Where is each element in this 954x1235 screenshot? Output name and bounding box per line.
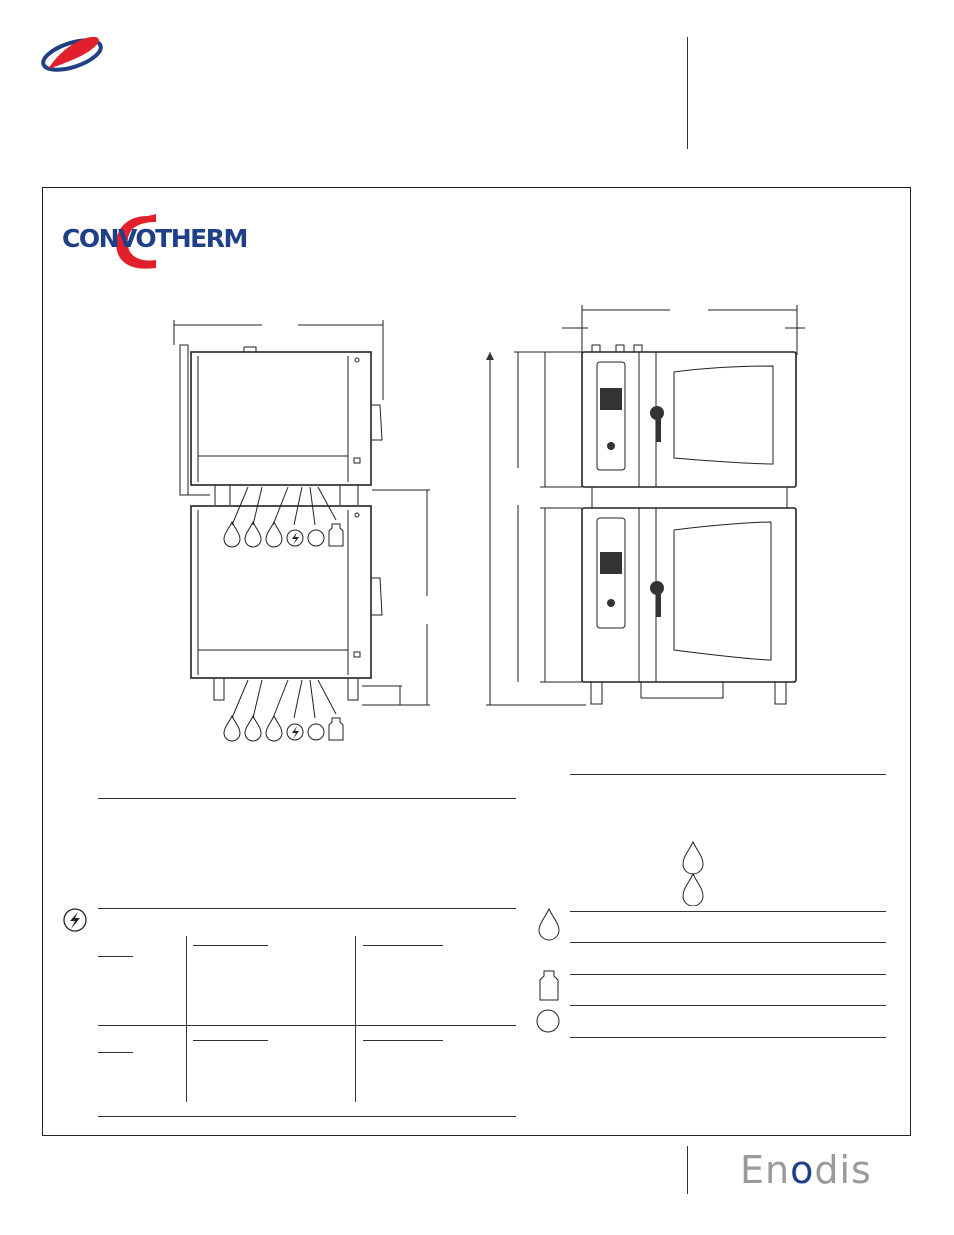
rule-right-5 <box>570 1005 886 1006</box>
water-drop-icon <box>535 906 563 942</box>
water-drop-icon <box>224 522 240 547</box>
rule-left-2 <box>98 908 516 909</box>
cleaner-bottle-icon <box>535 968 563 1004</box>
table-short-rule <box>193 1040 268 1041</box>
water-drop-icon <box>245 522 261 547</box>
table-short-rule <box>363 945 443 946</box>
lower-connection-icons <box>222 714 352 742</box>
circle-icon <box>308 530 324 546</box>
enodis-logo <box>740 1148 872 1192</box>
header-swoosh-logo <box>30 25 140 105</box>
water-drop-icon <box>266 522 282 547</box>
table-short-rule <box>98 956 133 957</box>
table-col-divider-2 <box>355 936 356 1102</box>
water-drop-icon <box>245 716 261 741</box>
spec-sheet-frame <box>42 187 911 1136</box>
rule-right-2 <box>570 911 886 912</box>
water-drop-icon <box>266 716 282 741</box>
rule-right-3 <box>570 942 886 943</box>
rule-right-1 <box>570 774 886 775</box>
table-short-rule <box>193 945 268 946</box>
upper-connection-icons <box>222 520 352 548</box>
cleaner-bottle-icon <box>329 524 343 546</box>
convotherm-logo <box>60 208 260 272</box>
electric-icon <box>61 906 89 934</box>
convotherm-logo-text: CONVOTHERM <box>62 224 247 253</box>
circle-icon <box>535 1008 563 1036</box>
header-divider <box>687 37 688 149</box>
water-drop-icon <box>224 716 240 741</box>
table-mid-rule <box>98 1025 516 1026</box>
rule-left-1 <box>98 798 516 799</box>
double-drop-icon <box>678 840 708 906</box>
enodis-logo-o: o <box>790 1148 815 1192</box>
cleaner-bottle-icon <box>329 718 343 740</box>
enodis-logo-part: dis <box>814 1148 872 1192</box>
table-short-rule <box>98 1052 133 1053</box>
rule-left-bottom <box>98 1116 516 1117</box>
enodis-logo-part: En <box>740 1148 791 1192</box>
rule-right-4 <box>570 974 886 975</box>
table-col-divider-1 <box>186 936 187 1102</box>
footer-divider <box>687 1146 688 1194</box>
circle-icon <box>308 724 324 740</box>
table-short-rule <box>363 1040 443 1041</box>
rule-right-6 <box>570 1037 886 1038</box>
